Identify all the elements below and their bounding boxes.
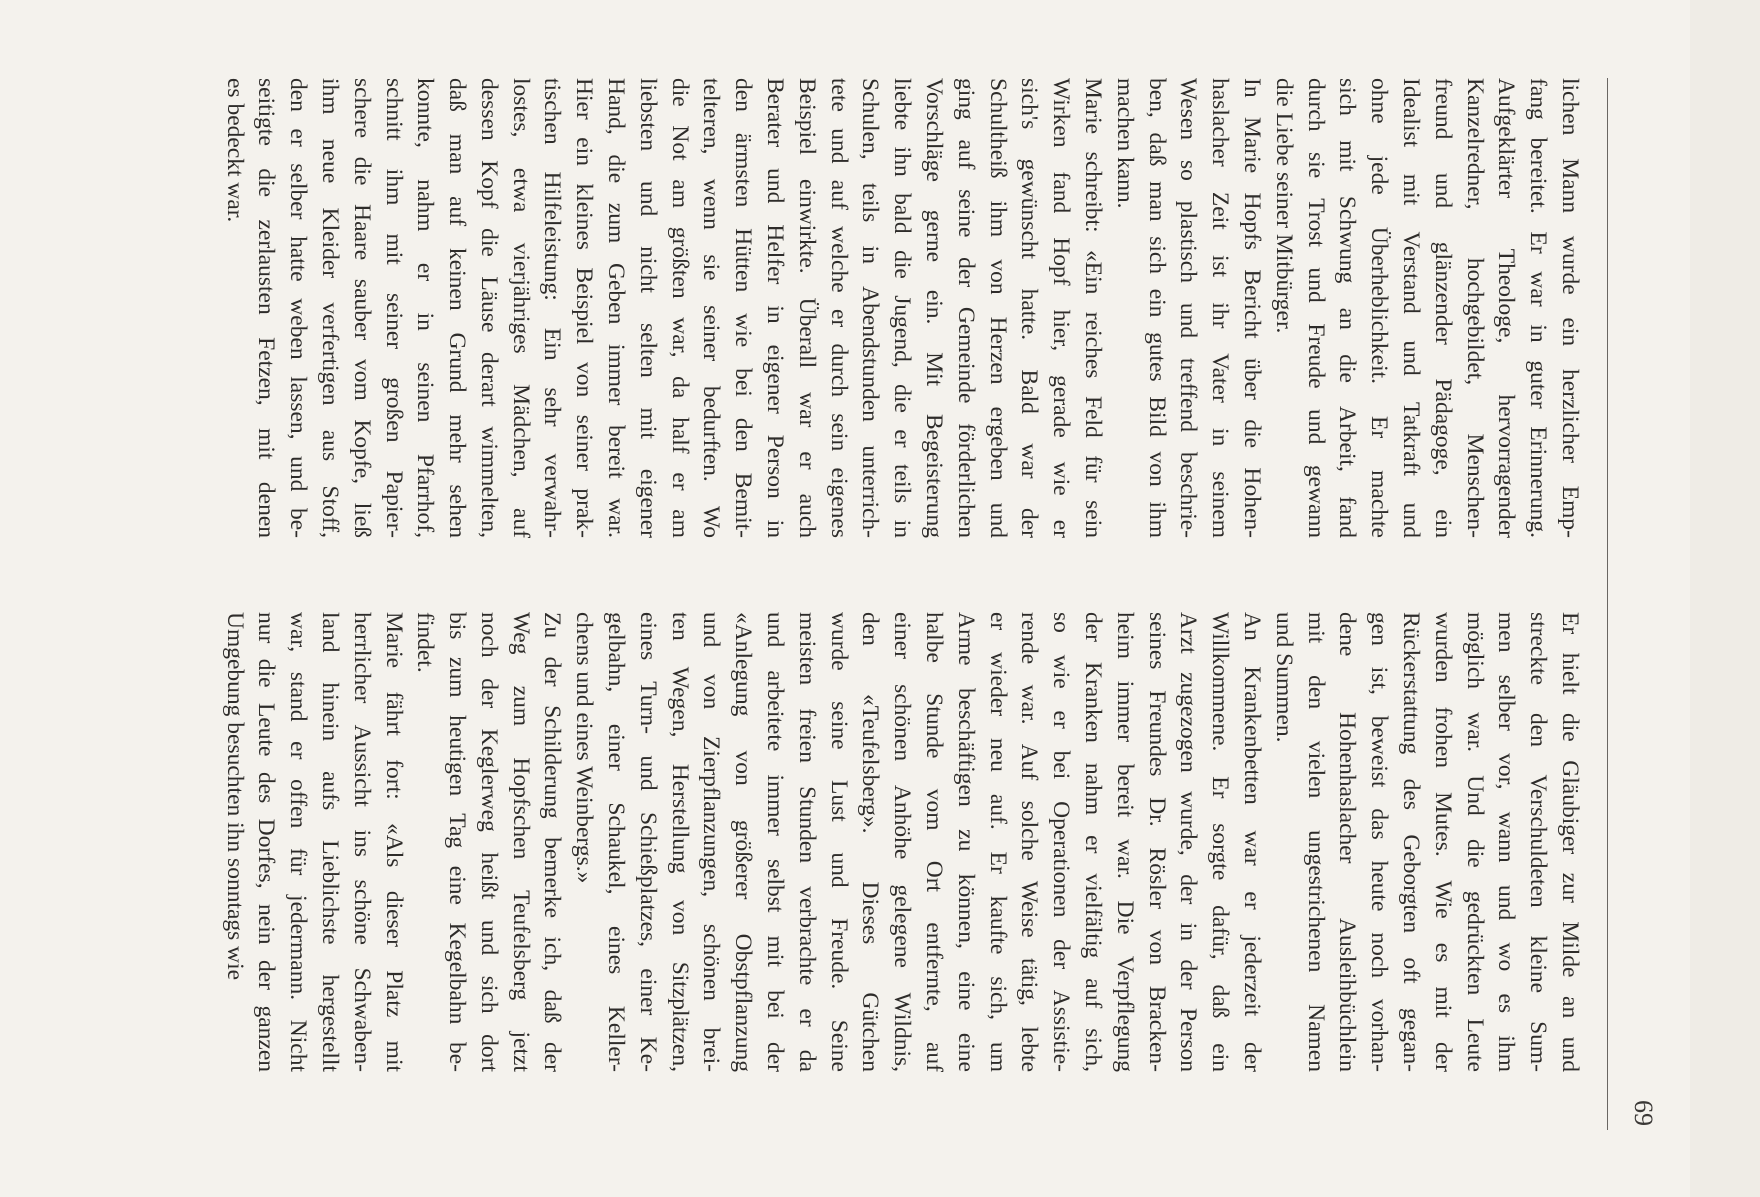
text-column-right [218,612,1585,1072]
text-line: ohne jede Überheblichkeit. Er machte [1366,78,1393,538]
text-line: und Summen. [1270,612,1297,743]
text-line: durch sie Trost und Freude und gewann [1302,78,1329,538]
text-line: die Not am größten war, da half er am [666,78,693,538]
text-line: wurde seine Lust und Freude. Seine [825,612,852,1072]
text-line: Weg zum Hopfschen Teufelsberg jetzt [507,612,534,1072]
text-line: noch der Keglerweg heißt und sich dort [475,612,502,1072]
text-line: Wesen so plastisch und treffend beschrie- [1175,78,1202,538]
text-line: men selber vor, wann und wo es ihm [1493,612,1520,1072]
text-line: meisten freien Stunden verbrachte er da [793,612,820,1072]
text-line: eines Turn- und Schießplatzes, einer Ke- [634,612,661,1072]
text-column-left [218,78,1585,538]
text-line: möglich war. Und die gedrückten Leute [1461,612,1488,1072]
text-line: Hand, die zum Geben immer bereit war. [603,78,630,538]
text-line: Schulen, teils in Abendstunden unterrich- [857,78,884,538]
text-line: dene Hohenhaslacher Ausleihbüchlein [1334,612,1361,1072]
text-line: machen kann. [1111,78,1138,209]
text-line: so wie er bei Operationen der Assistie- [1048,612,1075,1072]
text-line: daß man auf keinen Grund mehr sehen [444,78,471,538]
text-line: Schultheiß ihm von Herzen ergeben und [984,78,1011,538]
header-rule [1607,78,1608,1130]
text-line: Aufgeklärter Theologe, hervorragender [1493,78,1520,538]
text-line: telteren, wenn sie seiner bedurften. Wo [698,78,725,538]
text-line: Hier ein kleines Beispiel von seiner prak- [571,78,598,538]
text-line: lostes, etwa vierjähriges Mädchen, auf [507,78,534,538]
text-line: ihm neue Kleider verfertigen aus Stoff, [316,78,343,538]
text-line: war, stand er offen für jedermann. Nicht [285,612,312,1072]
text-line: Vorschläge gerne ein. Mit Begeisterung [921,78,948,538]
text-line: Beispiel einwirkte. Überall war er auch [793,78,820,538]
text-line: mit den vielen ungestrichenen Namen [1302,612,1329,1072]
text-line: konnte, nahm er in seinen Pfarrhof, [412,78,439,538]
text-line: Zu der Schilderung bemerke ich, daß der [539,612,566,1072]
text-line: freund und glänzender Pädagoge, ein [1429,78,1456,538]
text-line: sich mit Schwung an die Arbeit, fand [1334,78,1361,538]
text-line: Marie schreibt: «Ein reiches Feld für sein [1080,78,1107,538]
text-line: der Kranken nahm er vielfältig auf sich, [1080,612,1107,1072]
text-line: ben, daß man sich ein gutes Bild von ihm [1143,78,1170,538]
text-line: halbe Stunde vom Ort entfernte, auf [921,612,948,1072]
text-line: schere die Haare sauber vom Kopfe, ließ [348,78,375,538]
text-line: haslacher Zeit ist ihr Vater in seinem [1207,78,1234,538]
text-line: Berater und Helfer in eigener Person in [762,78,789,538]
text-line: ten Wegen, Herstellung von Sitzplätzen, [666,612,693,1072]
text-line: schnitt ihm mit seiner großen Papier- [380,78,407,538]
text-line: die Liebe seiner Mitbürger. [1270,78,1297,334]
text-line: Arme beschäftigen zu können, eine eine [952,612,979,1072]
text-line: findet. [412,612,439,673]
text-line: nur die Leute des Dorfes, nein der ganzen [253,612,280,1072]
text-line: heim immer bereit war. Die Verpflegung [1111,612,1138,1072]
text-line: sich's gewünscht hatte. Bald war der [1016,78,1043,538]
text-line: Idealist mit Verstand und Tatkraft und [1398,78,1425,538]
page-number: 69 [1629,1100,1658,1126]
text-line: Arzt zugezogen wurde, der in der Person [1175,612,1202,1072]
text-line: liebte ihn bald die Jugend, die er teils in [889,78,916,538]
text-line: Er hielt die Gläubiger zur Milde an und [1557,612,1583,1072]
text-line: Wirken fand Hopf hier, gerade wie er [1048,78,1075,538]
text-line: und arbeitete immer selbst mit bei der [762,612,789,1072]
text-line: seines Freundes Dr. Rösler von Bracken- [1143,612,1170,1072]
text-line: den er selber hatte weben lassen, und be- [285,78,312,538]
text-line: den «Teufelsberg». Dieses Gütchen [857,612,884,1072]
text-line: seitigte die zerlausten Fetzen, mit denen [253,78,280,538]
text-line: dessen Kopf die Läuse derart wimmelten, [475,78,502,538]
text-line: chens und eines Weinbergs.» [571,612,598,884]
text-line: er wieder neu auf. Er kaufte sich, um [984,612,1011,1072]
text-line: gen ist, beweist das heute noch vorhan- [1366,612,1393,1072]
text-line: land hinein aufs Lieblichste hergestellt [316,612,343,1072]
text-line: rende war. Auf solche Weise tätig, lebte [1016,612,1043,1072]
text-line: Umgebung besuchten ihn sonntags wie [221,612,248,981]
text-line: ging auf seine der Gemeinde förderlichen [952,78,979,538]
text-line: tischen Hilfeleistung: Ein sehr verwahr- [539,78,566,538]
text-line: Kanzelredner, hochgebildet, Menschen- [1461,78,1488,538]
text-line: gelbahn, einer Schaukel, eines Keller- [603,612,630,1072]
text-line: bis zum heutigen Tag eine Kegelbahn be- [444,612,471,1072]
text-line: Willkommene. Er sorgte dafür, daß ein [1207,612,1234,1072]
text-line: In Marie Hopfs Bericht über die Hohen- [1239,78,1266,538]
text-line: «Anlegung von größerer Obstpflanzung [730,612,757,1072]
text-line: fang bereitet. Er war in guter Erinnerung. [1525,78,1552,538]
text-line: und von Zierpflanzungen, schönen brei- [698,612,725,1072]
text-line: liebsten und nicht selten mit eigener [634,78,661,538]
text-line: tete und auf welche er durch sein eigenes [825,78,852,538]
text-line: einer schönen Anhöhe gelegene Wildnis, [889,612,916,1072]
text-line: streckte den Verschuldeten kleine Sum- [1525,612,1552,1072]
text-line: Rückerstattung des Geborgten oft gegan- [1398,612,1425,1072]
text-line: den ärmsten Hütten wie bei den Bemit- [730,78,757,538]
text-line: wurden frohen Mutes. Wie es mit der [1429,612,1456,1072]
text-line: An Krankenbetten war er jederzeit der [1239,612,1266,1072]
text-line: es bedeckt war. [221,78,248,223]
text-line: herrlicher Aussicht ins schöne Schwaben- [348,612,375,1072]
text-line: Marie fährt fort: «Als dieser Platz mit [380,612,407,1072]
text-line: lichen Mann wurde ein herzlicher Emp- [1557,78,1583,538]
